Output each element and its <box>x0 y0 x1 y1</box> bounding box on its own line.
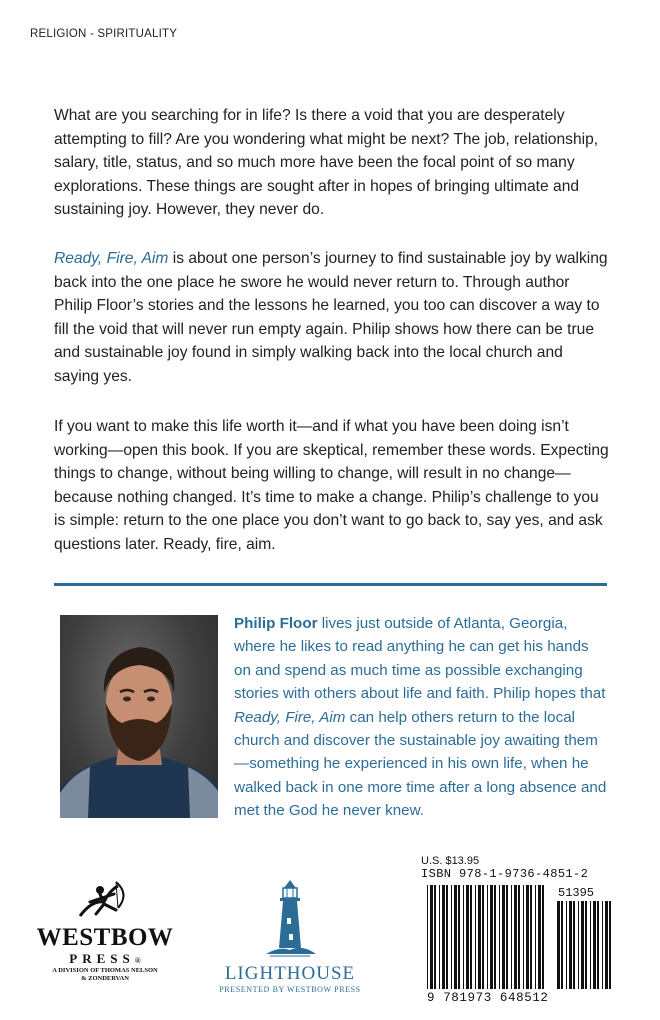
author-name: Philip Floor <box>234 615 318 632</box>
isbn-digits: 9 781973 648512 <box>427 991 549 1005</box>
publisher-press: PRESS <box>69 951 135 966</box>
blurb-paragraph-2-text: is about one person’s journey to find sustainable joy by walking back into the one place he swore he would never return to. Through author Philip Floor’s stories and the lessons he learned, you too can discover a way to fill the void that will never run empty again. Philip shows how there can be true and sustainable joy found in simply walking back into the local church and saying yes. <box>54 250 608 385</box>
author-bio-text-1: lives just outside of Atlanta, Georgia, where he likes to read anything he can get his hands on and spend as much time as possible exchanging stories with others about life and faith. Philip hopes that <box>234 615 606 703</box>
blurb-paragraph-1: What are you searching for in life? Is there a void that you are desperately attempting to fill? Are you wondering what might be next? The job, relationship, salary, title, status, and so much more have been the focal point of so many explorations. These things are sought after in hopes of bringing ultimate and sustaining joy. However, they never do. <box>54 107 599 219</box>
price-addon-digits: 51395 <box>558 886 595 900</box>
bio-book-title: Ready, Fire, Aim <box>234 708 346 726</box>
category-label: RELIGION - SPIRITUALITY <box>30 28 178 40</box>
blurb-paragraph-3: If you want to make this life worth it—and if what you have been doing isn’t working—open this book. If you are skeptical, remember these words. Expecting things to change, without being willing to change, will result in no change—because nothing changed. It’s time to make a change. Philip’s challenge to you is simple: return to the one place you don’t want to go back to, say yes, and ask questions later. Ready, fire, aim. <box>54 418 609 553</box>
barcode <box>419 867 614 1015</box>
blurb-paragraph-2 <box>54 247 610 389</box>
author-photo <box>60 615 218 818</box>
author-bio <box>234 612 609 823</box>
imprint-subtitle: PRESENTED BY WESTBOW PRESS <box>219 985 361 994</box>
author-bio-text-2: can help others return to the local church and discover the sustainable joy awaiting them—something he experienced in his own life, when he walked back in one more time after a long absence and met the God he never knew. <box>234 708 607 820</box>
isbn-label: ISBN 978-1-9736-4851-2 <box>421 867 589 881</box>
registered-mark: ® <box>134 956 141 965</box>
book-title: Ready, Fire, Aim <box>54 250 169 267</box>
westbow-logo <box>26 880 184 983</box>
barcode-bars-icon <box>419 867 614 991</box>
publisher-division-2: & ZONDERVAN <box>81 975 129 982</box>
lighthouse-logo <box>200 878 380 994</box>
lighthouse-icon <box>260 878 320 958</box>
section-divider <box>54 583 607 586</box>
price-label: U.S. $13.95 <box>421 855 480 867</box>
runner-bow-icon <box>70 880 140 920</box>
publisher-name: WESTBOW <box>36 924 174 951</box>
imprint-name: LIGHTHOUSE <box>224 963 356 984</box>
publisher-division-1: A DIVISION OF THOMAS NELSON <box>52 967 158 974</box>
